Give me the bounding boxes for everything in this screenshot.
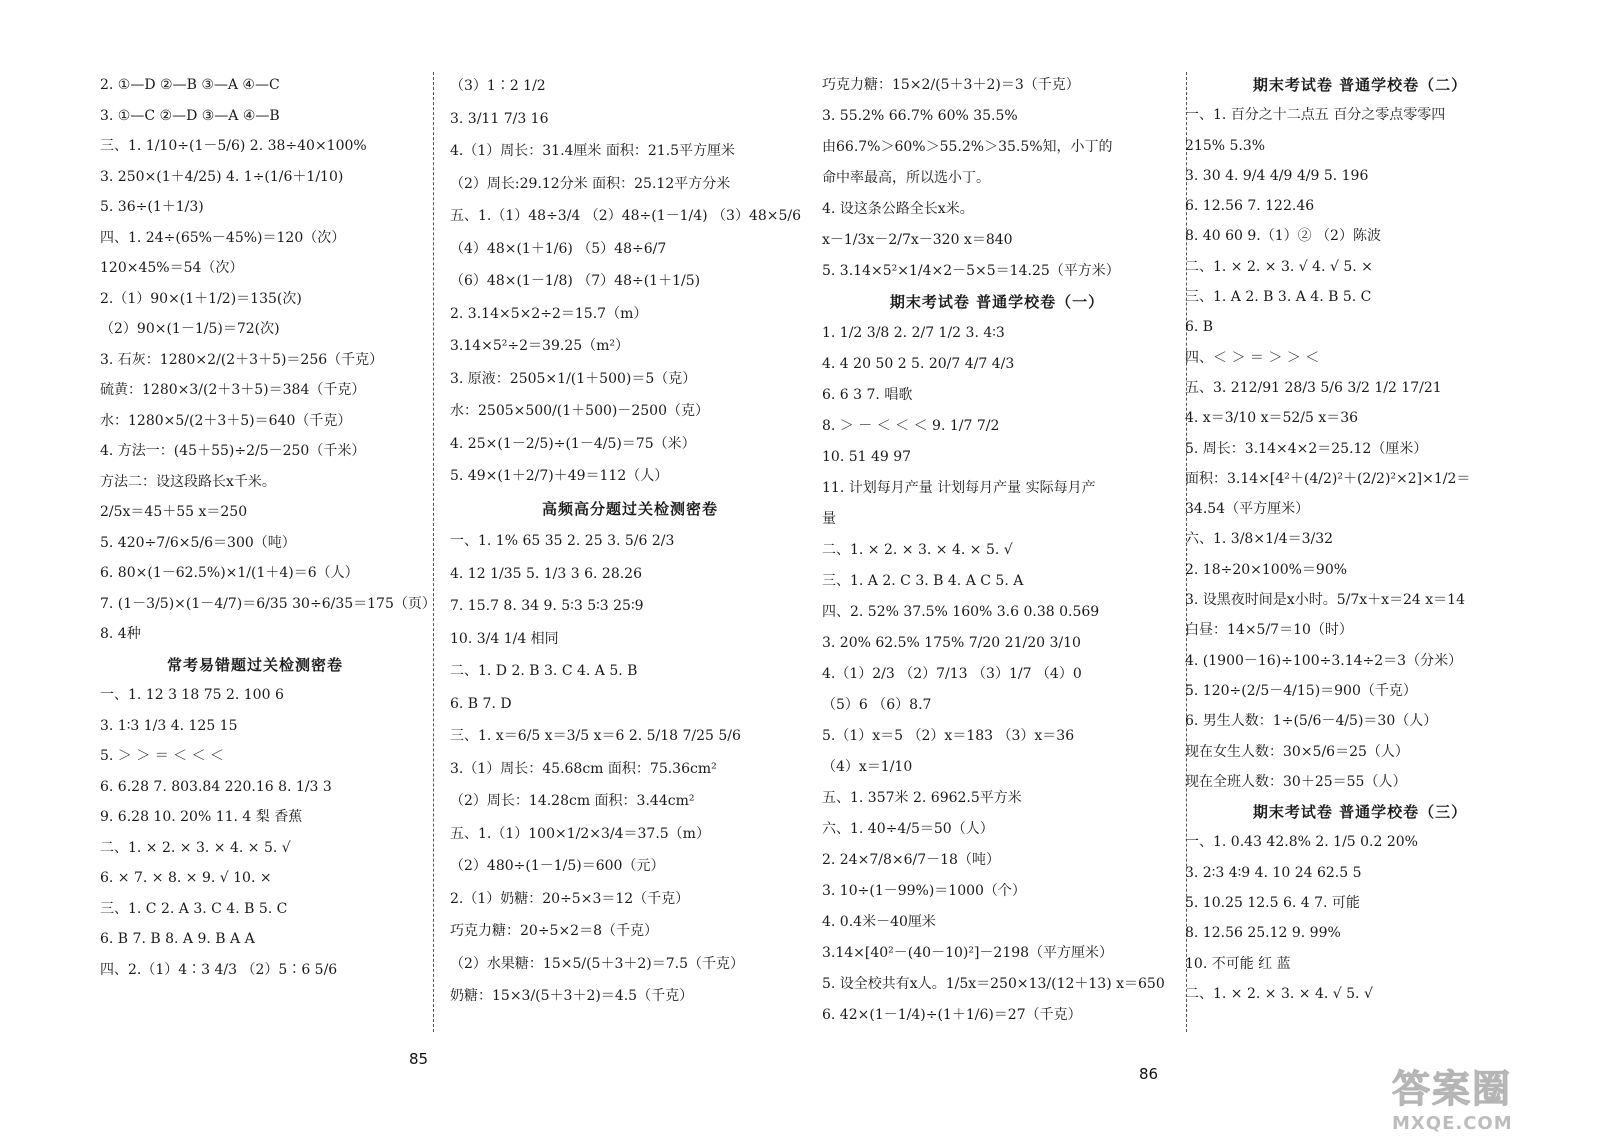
section-heading: 期末考试卷 普通学校卷（二） (1252, 76, 1468, 94)
answer-line: 3. 3/11 7/3 16 (450, 110, 549, 127)
answer-line: 面积：3.14×[4²＋(4/2)²＋(2/2)²×2]×1/2＝ (1185, 470, 1471, 487)
answer-line: （3）1∶2 1/2 (450, 78, 546, 94)
answer-line: 三、1. x＝6/5 x＝3/5 x＝6 2. 5/18 7/25 5/6 (450, 728, 741, 744)
answer-line: 一、1. 0.43 42.8% 2. 1/5 0.2 20% (1185, 834, 1418, 851)
answer-line: 命中率最高，所以选小丁。 (822, 170, 990, 186)
answer-line: 四、2.（1）4∶3 4/3 （2）5∶6 5/6 (100, 961, 338, 978)
answer-line: 四、2. 52% 37.5% 160% 3.6 0.38 0.569 (822, 604, 1100, 620)
answer-line: 5. 120÷(2/5－4/15)＝900（千克） (1185, 682, 1417, 699)
answer-line: 5. 10.25 12.5 6. 4 7. 可能 (1185, 895, 1360, 912)
section-heading: 常考易错题过关检测密卷 (166, 655, 343, 674)
answer-line: 4. 设这条公路全长x米。 (822, 201, 974, 217)
answer-line: x－1/3x－2/7x－320 x＝840 (822, 232, 1013, 248)
section-heading: 期末考试卷 普通学校卷（一） (889, 293, 1105, 311)
answer-line: 3.（1）周长：45.68cm 面积：75.36cm² (450, 760, 717, 777)
answer-line: 5. 3.14×5²×1/4×2－5×5＝14.25（平方米） (822, 263, 1120, 279)
answer-line: 3. 10÷(1－99%)＝1000（个） (822, 883, 1026, 899)
answer-line: 五、1. 357米 2. 6962.5平方米 (822, 790, 1022, 806)
answer-line: （6）48×(1－1/8) （7）48÷(1＋1/5) (450, 273, 701, 289)
answer-line: 120×45%＝54（次） (100, 260, 244, 276)
answer-line: 一、1. 1% 65 35 2. 25 3. 5/6 2/3 (450, 533, 675, 549)
answer-line: 现在全班人数：30＋25＝55（人） (1185, 773, 1407, 790)
answer-line: 7. (1－3/5)×(1－4/7)＝6/35 30÷6/35＝175（页） (100, 595, 436, 612)
answer-line: 六、1. 3/8×1/4＝3/32 (1185, 531, 1334, 548)
answer-column-2 (450, 70, 810, 1070)
answer-line: 一、1. 百分之十二点五 百分之零点零零四 (1185, 107, 1446, 124)
answer-line: 4. 4 20 50 2 5. 20/7 4/7 4/3 (822, 356, 1015, 372)
answer-line: 6. B (1185, 319, 1214, 336)
watermark (1392, 1058, 1572, 1134)
answer-line: 水：2505×500/(1＋500)－2500（克） (450, 403, 709, 419)
answer-line: 白昼：14×5/7＝10（时） (1185, 622, 1353, 639)
section-heading: 高频高分题过关检测密卷 (541, 499, 718, 518)
answer-line: 7. 15.7 8. 34 9. 5∶3 5∶3 25∶9 (450, 598, 644, 614)
answer-column-3 (822, 70, 1172, 1070)
answer-line: 2. 24×7/8×6/7－18（吨） (822, 852, 1000, 868)
answer-line: 11. 计划每月产量 计划每月产量 实际每月产 (822, 480, 1096, 496)
answer-line: 6. 80×(1－62.5%)×1/(1＋4)＝6（人） (100, 565, 359, 581)
answer-line: （4）48×(1＋1/6) （5）48÷6/7 (450, 240, 667, 257)
answer-line: 3. 250×(1＋4/25) 4. 1÷(1/6＋1/10) (100, 168, 344, 185)
answer-line: 五、1.（1）48÷3/4 （2）48÷(1－1/4) （3）48×5/6 (450, 208, 802, 224)
answer-line: （2）480÷(1－1/5)＝600（元） (450, 858, 665, 874)
answer-line: 4. 12 1/35 5. 1/3 3 6. 28.26 (450, 565, 642, 582)
answer-line: 二、1. × 2. × 3. × 4. × 5. √ (100, 839, 291, 856)
answer-line: （2）90×(1－1/5)＝72(次) (100, 321, 280, 337)
answer-line: 四、＜ ＞ ＝ ＞ ＞ ＜ (1185, 349, 1320, 366)
watermark-logo: 答案圈 (1392, 1067, 1513, 1111)
answer-line: 3. 原液：2505×1/(1＋500)＝5（克） (450, 370, 697, 387)
answer-line: 6. 42×(1－1/4)÷(1＋1/6)＝27（千克） (822, 1007, 1082, 1023)
answer-line: 水：1280×5/(2＋3＋5)＝640（千克） (100, 412, 352, 429)
answer-line: 5. 420÷7/6×5/6＝300（吨） (100, 534, 296, 551)
answer-line: 二、1. D 2. B 3. C 4. A 5. B (450, 663, 638, 679)
answer-line: 5. ＞ ＞ ＝ ＜ ＜ ＜ (100, 748, 225, 764)
answer-line: 6. 12.56 7. 122.46 (1185, 198, 1315, 215)
answer-line: （2）水果糖：15×5/(5＋3＋2)＝7.5（千克） (450, 955, 744, 972)
answer-line: 2.（1）90×(1＋1/2)＝135(次) (100, 290, 302, 307)
answer-line: 2. ①—D ②—B ③—A ④—C (100, 77, 280, 93)
answer-line: 5. 设全校共有x人。1/5x＝250×13/(12＋13) x＝650 (822, 976, 1165, 992)
answer-line: 9. 6.28 10. 20% 11. 4 梨 香蕉 (100, 809, 303, 825)
answer-line: 8. ＞ － ＜ ＜ ＜ 9. 1/7 7/2 (822, 418, 1000, 434)
answer-line: 2. 18÷20×100%＝90% (1185, 561, 1348, 578)
answer-line: 8. 40 60 9.（1）② （2）陈波 (1185, 228, 1381, 245)
answer-line: 4. x＝3/10 x＝52/5 x＝36 (1185, 410, 1359, 427)
column-divider-left (433, 72, 434, 1032)
answer-line: 2. 3.14×5×2÷2＝15.7（m） (450, 305, 648, 322)
answer-line: 3. 设黑夜时间是x小时。5/7x＋x＝24 x＝14 (1185, 592, 1465, 609)
answer-line: 10. 51 49 97 (822, 449, 912, 465)
answer-line: 6. 6.28 7. 803.84 220.16 8. 1/3 3 (100, 778, 332, 795)
answer-line: 3. 1∶3 1/3 4. 125 15 (100, 717, 238, 734)
answer-line: 硫黄：1280×3/(2＋3＋5)＝384（千克） (100, 382, 366, 398)
answer-line: 3. 石灰：1280×2/(2＋3＋5)＝256（千克） (100, 351, 384, 368)
answer-line: 三、1. C 2. A 3. C 4. B 5. C (100, 900, 288, 917)
answer-line: 三、1. A 2. B 3. A 4. B 5. C (1185, 289, 1372, 306)
answer-line: 五、1.（1）100×1/2×3/4＝37.5（m） (450, 825, 710, 842)
answer-line: （4）x＝1/10 (822, 759, 913, 775)
answer-line: 二、1. × 2. × 3. × 4. × 5. √ (822, 542, 1013, 558)
answer-line: 3. 55.2% 66.7% 60% 35.5% (822, 108, 1018, 124)
answer-line: 6. B 7. B 8. A 9. B A A (100, 931, 255, 947)
answer-line: 现在女生人数：30×5/6＝25（人） (1185, 743, 1409, 760)
answer-line: 2.（1）奶糖：20÷5×3＝12（千克） (450, 890, 690, 907)
answer-line: 6. 6 3 7. 唱歌 (822, 387, 913, 403)
answer-line: 巧克力糖：15×2/(5＋3＋2)＝3（千克） (822, 77, 1080, 93)
answer-line: 10. 不可能 红 蓝 (1185, 955, 1291, 972)
answer-line: 2/5x＝45＋55 x＝250 (100, 504, 248, 520)
answer-column-4 (1185, 70, 1535, 1070)
answer-line: 3.14×[40²－(40－10)²]－2198（平方厘米） (822, 945, 1114, 961)
answer-line: 5. 49×(1＋2/7)＋49＝112（人） (450, 468, 669, 484)
answer-line: 巧克力糖：20÷5×2＝8（千克） (450, 923, 658, 939)
answer-line: 3. 30 4. 9/4 4/9 4/9 5. 196 (1185, 167, 1369, 184)
answer-line: （2）周长:29.12分米 面积：25.12平方分米 (450, 175, 731, 192)
answer-line: 4.（1）2/3 （2）7/13 （3）1/7 （4）0 (822, 666, 1082, 682)
answer-line: 3. 2∶3 4∶9 4. 10 24 62.5 5 (1185, 864, 1362, 881)
answer-line: 5.（1）x＝5 （2）x＝183 （3）x＝36 (822, 728, 1075, 744)
answer-line: 三、1. 1/10÷(1－5/6) 2. 38÷40×100% (100, 138, 367, 154)
answer-line: 10. 3/4 1/4 相同 (450, 630, 559, 647)
answer-line: 量 (822, 511, 836, 527)
answer-line: 一、1. 12 3 18 75 2. 100 6 (100, 687, 284, 703)
answer-line: （2）周长：14.28cm 面积：3.44cm² (450, 793, 695, 809)
answer-line: 215% 5.3% (1185, 137, 1266, 154)
answer-line: 8. 12.56 25.12 9. 99% (1185, 925, 1341, 942)
answer-line: 五、3. 212/91 28/3 5/6 3/2 1/2 17/21 (1185, 379, 1442, 396)
section-heading: 期末考试卷 普通学校卷（三） (1252, 803, 1468, 822)
answer-line: 方法二：设这段路长x千米。 (100, 473, 276, 490)
answer-line: 4. 方法一：(45＋55)÷2/5－250（千米） (100, 443, 366, 459)
answer-line: 4.（1）周长：31.4厘米 面积：21.5平方厘米 (450, 143, 736, 159)
answer-line: 34.54（平方厘米） (1185, 501, 1310, 518)
answer-line: 3. ①—C ②—D ③—A ④—B (100, 107, 280, 124)
answer-line: 4. 0.4米－40厘米 (822, 914, 936, 930)
answer-line: 二、1. × 2. × 3. √ 4. √ 5. × (1185, 258, 1373, 275)
answer-line: 奶糖：15×3/(5＋3＋2)＝4.5（千克） (450, 988, 694, 1004)
answer-line: 6. 男生人数：1÷(5/6－4/5)＝30（人） (1185, 713, 1438, 730)
answer-line: 三、1. A 2. C 3. B 4. A C 5. A (822, 573, 1024, 589)
answer-line: 二、1. × 2. × 3. × 4. √ 5. √ (1185, 985, 1373, 1002)
answer-line: （5）6 （6）8.7 (822, 697, 932, 713)
answer-line: 3.14×5²÷2＝39.25（m²） (450, 338, 630, 354)
answer-line: 6. B 7. D (450, 695, 512, 712)
page-number-right: 86 (1139, 1065, 1159, 1083)
page-number-left: 85 (409, 1050, 429, 1068)
answer-line: 4. (1900－16)÷100÷3.14÷2＝3（分米） (1185, 652, 1463, 669)
answer-line: 四、1. 24÷(65%－45%)＝120（次） (100, 229, 346, 246)
answer-line: 5. 周长：3.14×4×2＝25.12（厘米） (1185, 440, 1428, 457)
answer-line: 3. 20% 62.5% 175% 7/20 21/20 3/10 (822, 635, 1081, 651)
answer-line: 1. 1/2 3/8 2. 2/7 1/2 3. 4∶3 (822, 325, 1005, 341)
answer-line: 由66.7%＞60%＞55.2%＞35.5%知，小丁的 (822, 139, 1113, 155)
answer-line: 4. 25×(1－2/5)÷(1－4/5)＝75（米） (450, 435, 696, 452)
answer-line: 5. 36÷(1＋1/3) (100, 199, 204, 215)
watermark-url: MXQE.COM (1392, 1113, 1513, 1134)
answer-line: 8. 4种 (100, 626, 141, 642)
answer-line: 6. × 7. × 8. × 9. √ 10. × (100, 870, 272, 886)
answer-line: 六、1. 40÷4/5＝50（人） (822, 821, 994, 837)
